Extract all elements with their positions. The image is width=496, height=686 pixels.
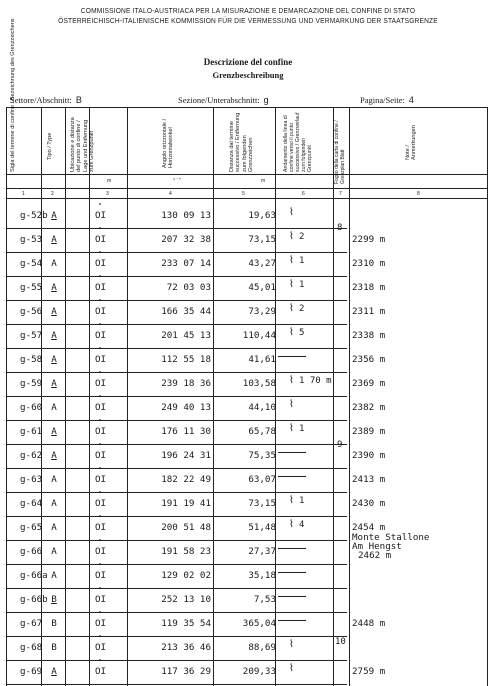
marker-id: g-54 xyxy=(20,258,43,269)
location-code: OI xyxy=(95,666,107,677)
diaeresis-mark: " xyxy=(98,298,103,306)
distance: 88,69 xyxy=(248,642,276,653)
horizontal-angle: 130 09 13 xyxy=(161,210,211,221)
sector-field xyxy=(10,95,82,105)
diaeresis-mark: " xyxy=(98,466,103,474)
altitude-note: 2759 m xyxy=(352,666,386,677)
marker-type: A xyxy=(51,522,57,533)
diaeresis-mark: " xyxy=(98,634,103,642)
row-separator xyxy=(7,636,347,637)
curved-course-icon: ⌇ xyxy=(289,279,294,290)
straight-course-icon xyxy=(278,476,306,477)
column-number: 4 xyxy=(169,191,172,197)
marker-id: g-60 xyxy=(20,402,43,413)
curved-course-icon: ⌇ xyxy=(289,663,294,674)
curved-course-icon: ⌇ xyxy=(289,375,294,386)
altitude-note: 2310 m xyxy=(352,258,386,269)
altitude-note: 2390 m xyxy=(352,450,386,461)
location-code: OI xyxy=(95,498,107,509)
marker-type: A xyxy=(51,546,57,557)
row-separator xyxy=(7,684,347,685)
diaeresis-mark: " xyxy=(98,658,103,666)
distance: 43,27 xyxy=(248,258,276,269)
horizontal-angle: 176 11 30 xyxy=(161,426,211,437)
location-code: OI xyxy=(95,570,107,581)
altitude-note: 2318 m xyxy=(352,282,386,293)
diaeresis-mark: " xyxy=(98,538,103,546)
distance: 51,48 xyxy=(248,522,276,533)
straight-course-icon xyxy=(278,572,306,573)
row-separator xyxy=(7,444,347,445)
diaeresis-mark: " xyxy=(98,418,103,426)
distance: 45,01 xyxy=(248,282,276,293)
subsection-value: g xyxy=(263,95,269,105)
curved-course-icon: ⌇ xyxy=(289,639,294,650)
sheet-number: 8 xyxy=(337,223,343,233)
diaeresis-mark: " xyxy=(98,610,103,618)
marker-id: g-57 xyxy=(20,330,43,341)
horizontal-angle: 239 18 36 xyxy=(161,378,211,389)
sheet-number: 10 xyxy=(335,637,346,647)
horizontal-angle: 191 58 23 xyxy=(161,546,211,557)
marker-id: g-62 xyxy=(20,450,43,461)
horizontal-angle: 207 32 38 xyxy=(161,234,211,245)
row-separator xyxy=(7,492,347,493)
row-separator xyxy=(7,516,347,517)
sector-label: Settore/Abschnitt: xyxy=(10,95,72,105)
marker-type: A xyxy=(51,330,57,341)
column-divider xyxy=(213,108,214,686)
distance: 7,53 xyxy=(253,594,276,605)
altitude-note: 2299 m xyxy=(352,234,386,245)
marker-type: A xyxy=(51,306,57,317)
distance: 63,07 xyxy=(248,474,276,485)
marker-type: A xyxy=(51,450,57,461)
marker-id: g-64 xyxy=(20,498,43,509)
distance: 209,33 xyxy=(242,666,276,677)
column-header-id: Sigla del termine di confine / Bezeichnung des Grenzzeichens xyxy=(10,18,16,172)
course-count: 5 xyxy=(299,328,305,338)
straight-course-icon xyxy=(278,452,306,453)
marker-type: B xyxy=(51,642,57,653)
horizontal-angle: 249 40 13 xyxy=(161,402,211,413)
page-label: Pagina/Seite: xyxy=(360,95,405,105)
column-header-notes: Note / Anmerkungen xyxy=(405,125,418,160)
horizontal-angle: 119 35 54 xyxy=(161,618,211,629)
location-code: OI xyxy=(95,450,107,461)
curved-course-icon: ⌇ xyxy=(289,519,294,530)
unit-angle: ° ' " xyxy=(173,178,181,184)
subsection-field xyxy=(178,95,269,105)
location-code: OI xyxy=(95,210,107,221)
curved-course-icon: ⌇ xyxy=(289,423,294,434)
diaeresis-mark: " xyxy=(98,442,103,450)
marker-id: g-67 xyxy=(20,618,43,629)
location-code: OI xyxy=(95,234,107,245)
distance: 65,78 xyxy=(248,426,276,437)
unit-m-location: m xyxy=(107,178,112,184)
marker-id: g-69 xyxy=(20,666,43,677)
course-count: 2 xyxy=(299,304,305,314)
location-code: OI xyxy=(95,306,107,317)
course-count: 1 70 m xyxy=(299,376,332,386)
marker-type: A xyxy=(51,378,57,389)
marker-id: g-68 xyxy=(20,642,43,653)
altitude-note: 2338 m xyxy=(352,330,386,341)
location-code: OI xyxy=(95,522,107,533)
row-separator xyxy=(7,588,347,589)
column-header-distance: Distanza dal termine successivo / Entfernung zum folgenden Grenzzeichen xyxy=(229,112,255,172)
row-separator xyxy=(7,612,347,613)
marker-id: g-63 xyxy=(20,474,43,485)
course-count: 2 xyxy=(299,232,305,242)
location-code: OI xyxy=(95,258,107,269)
column-divider xyxy=(127,108,128,686)
column-divider xyxy=(89,108,90,686)
marker-type: A xyxy=(51,282,57,293)
straight-course-icon xyxy=(278,620,306,621)
marker-id: g-53 xyxy=(20,234,43,245)
location-code: OI xyxy=(95,474,107,485)
straight-course-icon xyxy=(278,548,306,549)
diaeresis-mark: " xyxy=(98,586,103,594)
marker-id: g-52b xyxy=(20,210,48,221)
document-title-italian: Descrizione del confine xyxy=(203,57,293,67)
altitude-note: 2413 m xyxy=(352,474,386,485)
marker-type: A xyxy=(51,666,57,677)
document-title-german: Grenzbeschreibung xyxy=(212,70,284,80)
marker-id: g-66 xyxy=(20,546,43,557)
horizontal-angle: 252 13 10 xyxy=(161,594,211,605)
curved-course-icon: ⌇ xyxy=(289,495,294,506)
curved-course-icon: ⌇ xyxy=(289,303,294,314)
marker-id: g-56 xyxy=(20,306,43,317)
unit-m-distance: m xyxy=(261,178,266,184)
distance: 44,10 xyxy=(248,402,276,413)
marker-id: g-58 xyxy=(20,354,43,365)
marker-type: A xyxy=(51,354,57,365)
horizontal-angle: 72 03 03 xyxy=(166,282,211,293)
diaeresis-mark: " xyxy=(98,370,103,378)
location-code: OI xyxy=(95,354,107,365)
altitude-note: 2448 m xyxy=(352,618,386,629)
location-code: OI xyxy=(95,618,107,629)
distance: 27,37 xyxy=(248,546,276,557)
diaeresis-mark: " xyxy=(98,562,103,570)
horizontal-angle: 129 02 02 xyxy=(161,570,211,581)
row-separator xyxy=(7,348,347,349)
sheet-number: 9 xyxy=(337,440,343,450)
distance: 75,35 xyxy=(248,450,276,461)
altitude-note: 2382 m xyxy=(352,402,386,413)
column-header-sheet: Foglio della carta di confine / Grenzplan Blatt xyxy=(334,120,346,184)
sector-value: B xyxy=(75,95,82,105)
distance: 73,29 xyxy=(248,306,276,317)
location-code: OI xyxy=(95,330,107,341)
distance: 365,04 xyxy=(242,618,276,629)
marker-id: g-55 xyxy=(20,282,43,293)
marker-type: A xyxy=(51,210,57,221)
horizontal-angle: 112 55 18 xyxy=(161,354,211,365)
page-field xyxy=(360,95,414,105)
location-code: OI xyxy=(95,426,107,437)
curved-course-icon: ⌇ xyxy=(289,399,294,410)
horizontal-angle: 200 51 48 xyxy=(161,522,211,533)
column-header-course: Andamento della linea di confine verso il punto successivo / Grenzverlauf zum folgenden Grenzpunkt xyxy=(283,112,313,172)
course-count: 1 xyxy=(299,496,305,506)
marker-type: B xyxy=(51,618,57,629)
header-unit-line xyxy=(7,174,487,175)
header-bottom-line xyxy=(7,198,487,199)
row-separator xyxy=(7,468,347,469)
commission-title-german: ÖSTERREICHISCH-ITALIENISCHE KOMMISSION FÜR DIE VERMESSUNG UND VERMARKUNG DER STAATSGRENZE xyxy=(58,16,438,25)
marker-type: A xyxy=(51,234,57,245)
column-number: 2 xyxy=(51,191,54,197)
note-altitude: 2462 m xyxy=(358,550,392,561)
column-number: 7 xyxy=(339,191,342,197)
marker-type: A xyxy=(51,258,57,269)
row-separator xyxy=(7,660,347,661)
column-number: 6 xyxy=(302,191,305,197)
distance: 73,15 xyxy=(248,234,276,245)
location-code: OI xyxy=(95,378,107,389)
diaeresis-mark: " xyxy=(98,202,103,210)
straight-course-icon xyxy=(278,356,306,357)
distance: 103,58 xyxy=(242,378,276,389)
diaeresis-mark: " xyxy=(98,394,103,402)
horizontal-angle: 191 19 41 xyxy=(161,498,211,509)
diaeresis-mark: " xyxy=(98,274,103,282)
straight-course-icon xyxy=(278,596,306,597)
course-count: 1 xyxy=(299,280,305,290)
column-number: 3 xyxy=(106,191,109,197)
subsection-label: Sezione/Unterabschnitt: xyxy=(178,95,260,105)
column-number: 8 xyxy=(417,191,420,197)
altitude-note: 2356 m xyxy=(352,354,386,365)
diaeresis-mark: " xyxy=(98,322,103,330)
location-code: OI xyxy=(95,402,107,413)
marker-type: A xyxy=(51,402,57,413)
altitude-note: 2369 m xyxy=(352,378,386,389)
note-monte-stallone: Monte Stallone xyxy=(352,532,430,543)
curved-course-icon: ⌇ xyxy=(289,327,294,338)
distance: 41,61 xyxy=(248,354,276,365)
course-count: 4 xyxy=(299,520,305,530)
column-number: 1 xyxy=(22,191,25,197)
altitude-note: 2389 m xyxy=(352,426,386,437)
horizontal-angle: 117 36 29 xyxy=(161,666,211,677)
distance: 19,63 xyxy=(248,210,276,221)
row-separator xyxy=(7,228,347,229)
column-divider xyxy=(65,108,66,686)
altitude-note: 2311 m xyxy=(352,306,386,317)
page-value: 4 xyxy=(408,95,414,105)
row-separator xyxy=(7,300,347,301)
diaeresis-mark: " xyxy=(98,490,103,498)
column-divider xyxy=(333,108,334,686)
row-separator xyxy=(7,252,347,253)
column-header-type: Tipo / Type xyxy=(47,132,53,160)
column-header-angle: Angolo orizzontale / Horizontalwinkel xyxy=(162,118,175,168)
column-divider xyxy=(349,108,350,686)
row-separator xyxy=(7,420,347,421)
curved-course-icon: ⌇ xyxy=(289,255,294,266)
note-am-hengst: Am Hengst xyxy=(352,541,402,552)
course-count: 1 xyxy=(299,256,305,266)
horizontal-angle: 182 22 49 xyxy=(161,474,211,485)
distance: 73,15 xyxy=(248,498,276,509)
marker-type: A xyxy=(51,474,57,485)
marker-id: g-66b xyxy=(20,594,48,605)
distance: 35,18 xyxy=(248,570,276,581)
horizontal-angle: 196 24 31 xyxy=(161,450,211,461)
header-number-line xyxy=(7,188,487,189)
horizontal-angle: 213 36 46 xyxy=(161,642,211,653)
diaeresis-mark: " xyxy=(98,514,103,522)
marker-id: g-65 xyxy=(20,522,43,533)
marker-type: A xyxy=(51,498,57,509)
diaeresis-mark: " xyxy=(98,346,103,354)
marker-type: A xyxy=(51,570,57,581)
column-header-location: Ubicazione e distanza del punto di confine / Lage und Entfernung zum Grenzpunkt xyxy=(70,117,96,172)
course-count: 1 xyxy=(299,424,305,434)
marker-type: B xyxy=(51,594,57,605)
location-code: OI xyxy=(95,594,107,605)
marker-type: A xyxy=(51,426,57,437)
column-number: 5 xyxy=(242,191,245,197)
diaeresis-mark: " xyxy=(98,250,103,258)
row-separator xyxy=(7,396,347,397)
row-separator xyxy=(7,372,347,373)
altitude-note: 2454 m xyxy=(352,522,386,533)
location-code: OI xyxy=(95,642,107,653)
location-code: OI xyxy=(95,546,107,557)
row-separator xyxy=(7,564,347,565)
commission-title-italian: COMMISSIONE ITALO-AUSTRIACA PER LA MISURAZIONE E DEMARCAZIONE DEL CONFINE DI STATO xyxy=(80,6,416,15)
row-separator xyxy=(7,276,347,277)
diaeresis-mark: " xyxy=(98,226,103,234)
row-separator xyxy=(7,324,347,325)
altitude-note: 2430 m xyxy=(352,498,386,509)
distance: 110,44 xyxy=(242,330,276,341)
horizontal-angle: 201 45 13 xyxy=(161,330,211,341)
curved-course-icon: ⌇ xyxy=(289,207,294,218)
horizontal-angle: 233 07 14 xyxy=(161,258,211,269)
location-code: OI xyxy=(95,282,107,293)
marker-id: g-61 xyxy=(20,426,43,437)
horizontal-angle: 166 35 44 xyxy=(161,306,211,317)
curved-course-icon: ⌇ xyxy=(289,231,294,242)
row-separator xyxy=(7,540,347,541)
marker-id: g-59 xyxy=(20,378,43,389)
marker-id: g-66a xyxy=(20,570,48,581)
